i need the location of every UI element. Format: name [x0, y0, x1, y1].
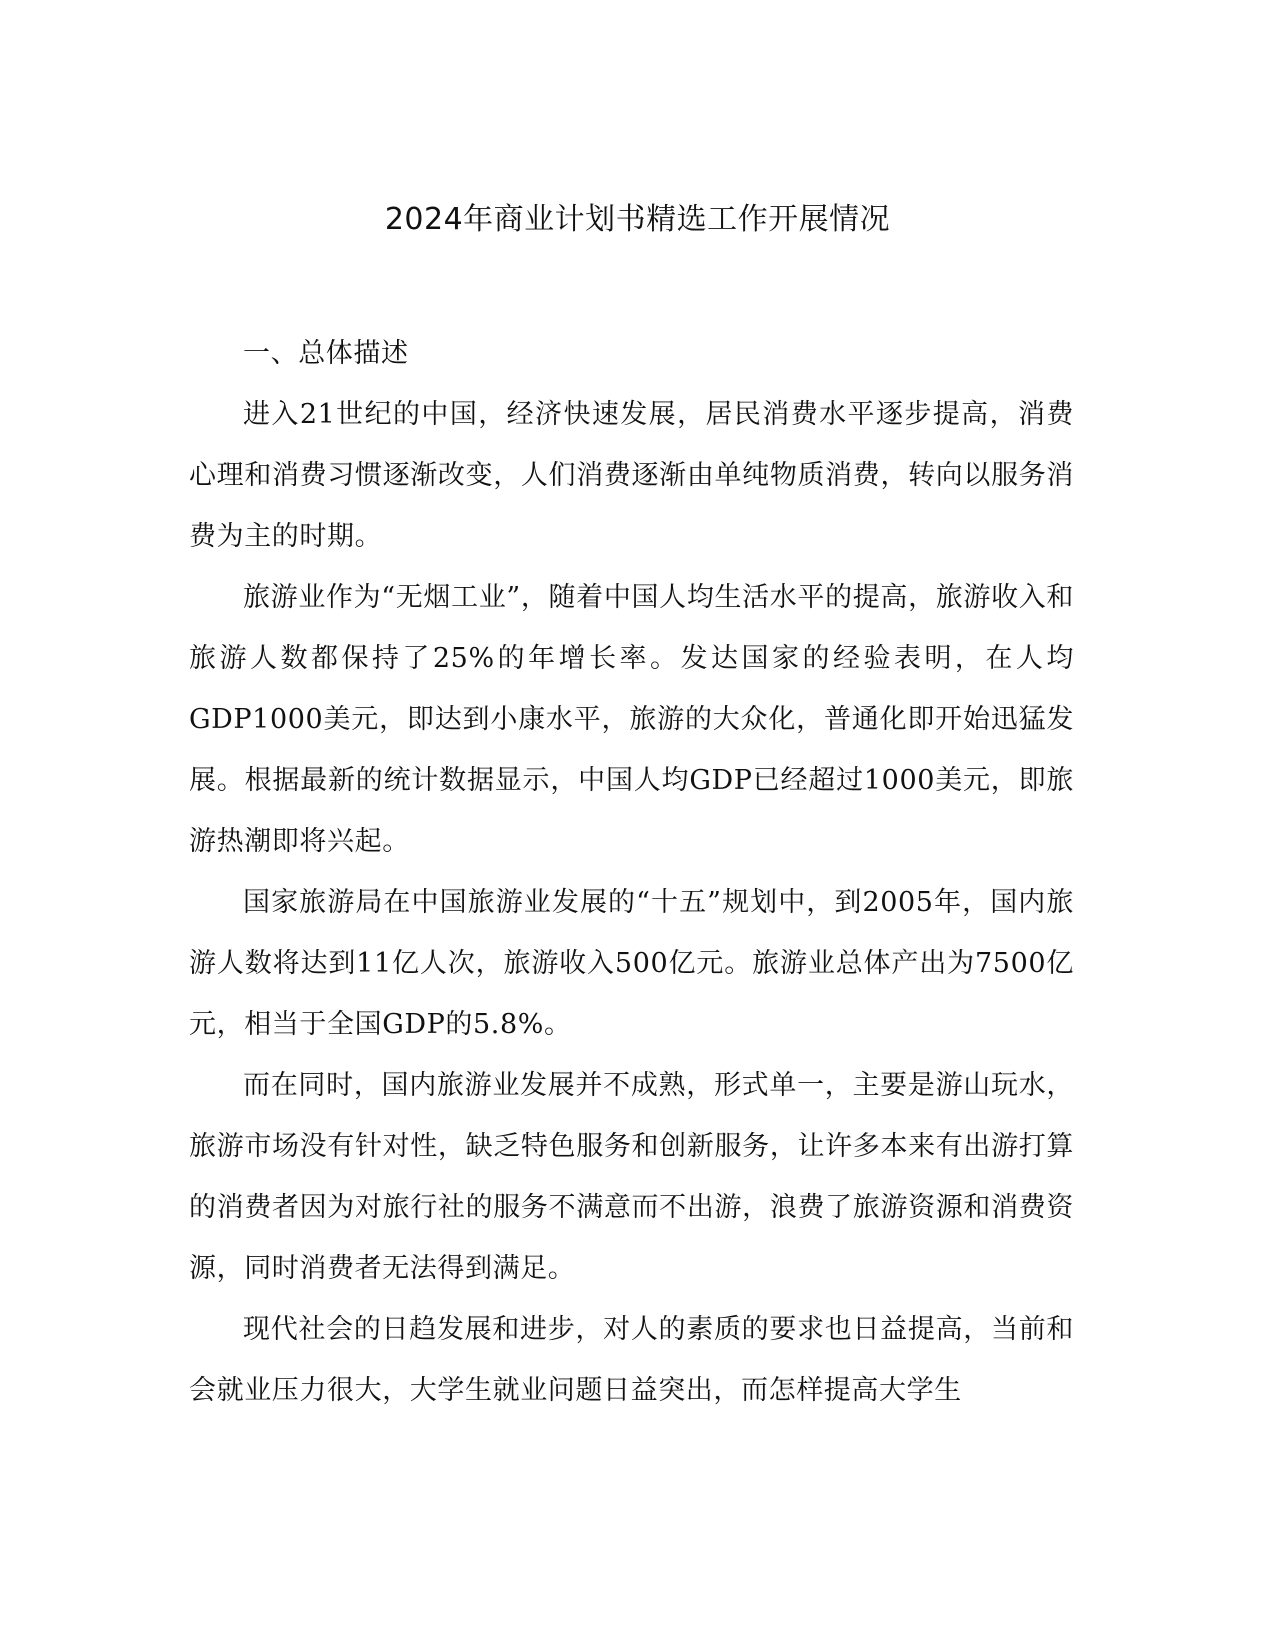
section-heading: 一、总体描述	[243, 338, 409, 369]
paragraph-4: 而在同时，国内旅游业发展并不成熟，形式单一，主要是游山玩水，旅游市场没有针对性，缺乏特色服务和创新服务，让许多本来有出游打算的消费者因为对旅行社的服务不满意而不出游，浪费了旅游资源和消费资源，同时消费者无法得到满足。	[189, 1070, 1074, 1284]
document-title: 2024年商业计划书精选工作开展情况	[384, 202, 891, 237]
document-body	[189, 323, 1074, 1421]
paragraph-1: 进入21世纪的中国，经济快速发展，居民消费水平逐步提高，消费心理和消费习惯逐渐改变，人们消费逐渐由单纯物质消费，转向以服务消费为主的时期。	[189, 399, 1074, 552]
paragraph-2: 旅游业作为“无烟工业”，随着中国人均生活水平的提高，旅游收入和旅游人数都保持了25%的年增长率。发达国家的经验表明，在人均GDP1000美元，即达到小康水平，旅游的大众化，普通化即开始迅猛发展。根据最新的统计数据显示，中国人均GDP已经超过1000美元，即旅游热潮即将兴起。	[189, 582, 1074, 857]
paragraph-5: 现代社会的日趋发展和进步，对人的素质的要求也日益提高，当前和会就业压力很大，大学生就业问题日益突出，而怎样提高大学生	[189, 1314, 1074, 1406]
paragraph-3: 国家旅游局在中国旅游业发展的“十五”规划中，到2005年，国内旅游人数将达到11亿人次，旅游收入500亿元。旅游业总体产出为7500亿元，相当于全国GDP的5.8%。	[189, 887, 1074, 1040]
